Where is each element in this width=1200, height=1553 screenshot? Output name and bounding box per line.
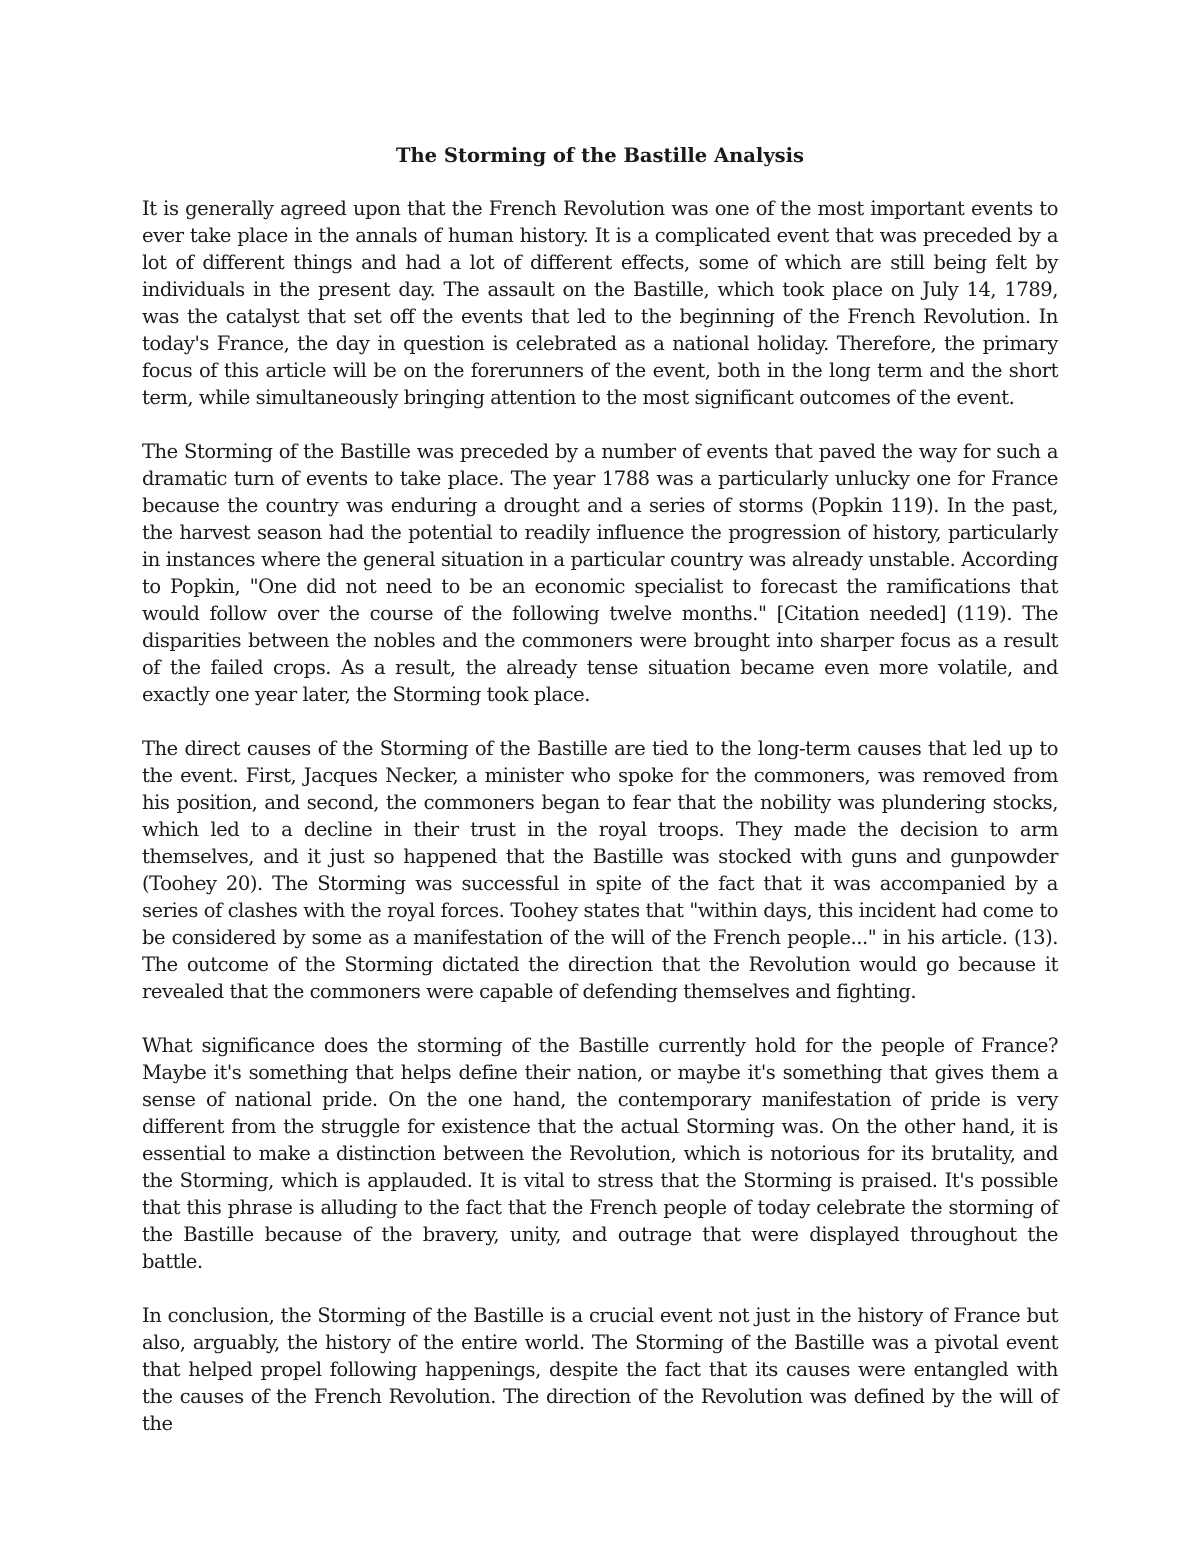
paragraph-conclusion: In conclusion, the Storming of the Bastille is a crucial event not just in the history of France but also, arguably, the history of the entire world. The Storming of the Bastille was a pivotal event that helped propel following happenings, despite the fact that its causes were entangled with the causes of the French Revolution. The direction of the Revolution was defined by the will of the xyxy=(142,1304,1058,1435)
document-title: The Storming of the Bastille Analysis xyxy=(395,144,805,167)
paragraph-direct-causes: The direct causes of the Storming of the Bastille are tied to the long-term causes that led up to the event. First, Jacques Necker, a minister who spoke for the commoners, was removed from his position, and second, the commoners began to fear that the nobility was plundering stocks, which led to a decline in their trust in the royal troops. They made the decision to arm themselves, and it just so happened that the Bastille was stocked with guns and gunpowder (Toohey 20). The Storming was successful in spite of the fact that it was accompanied by a series of clashes with the royal forces. Toohey states that "within days, this incident had come to be considered by some as a manifestation of the will of the French people..." in his article. (13). The outcome of the Storming dictated the direction that the Revolution would go because it revealed that the commoners were capable of defending themselves and fighting. xyxy=(142,737,1058,1003)
paragraph-long-term-causes: The Storming of the Bastille was preceded by a number of events that paved the way for such a dramatic turn of events to take place. The year 1788 was a particularly unlucky one for France because the country was enduring a drought and a series of storms (Popkin 119). In the past, the harvest season had the potential to readily influence the progression of history, particularly in instances where the general situation in a particular country was already unstable. According to Popkin, "One did not need to be an economic specialist to forecast the ramifications that would follow over the course of the following twelve months." [Citation needed] (119). The disparities between the nobles and the commoners were brought into sharper focus as a result of the failed crops. As a result, the already tense situation became even more volatile, and exactly one year later, the Storming took place. xyxy=(142,440,1058,706)
paragraph-significance: What significance does the storming of the Bastille currently hold for the people of France? Maybe it's something that helps define their nation, or maybe it's something that gives them a sense of national pride. On the one hand, the contemporary manifestation of pride is very different from the struggle for existence that the actual Storming was. On the other hand, it is essential to make a distinction between the Revolution, which is notorious for its brutality, and the Storming, which is applauded. It is vital to stress that the Storming is praised. It's possible that this phrase is alluding to the fact that the French people of today celebrate the storming of the Bastille because of the bravery, unity, and outrage that were displayed throughout the battle. xyxy=(142,1034,1058,1273)
document-body xyxy=(142,142,1058,1464)
paragraph-introduction: It is generally agreed upon that the French Revolution was one of the most important events to ever take place in the annals of human history. It is a complicated event that was preceded by a lot of different things and had a lot of different effects, some of which are still being felt by individuals in the present day. The assault on the Bastille, which took place on July 14, 1789, was the catalyst that set off the events that led to the beginning of the French Revolution. In today's France, the day in question is celebrated as a national holiday. Therefore, the primary focus of this article will be on the forerunners of the event, both in the long term and the short term, while simultaneously bringing attention to the most significant outcomes of the event. xyxy=(142,197,1058,409)
